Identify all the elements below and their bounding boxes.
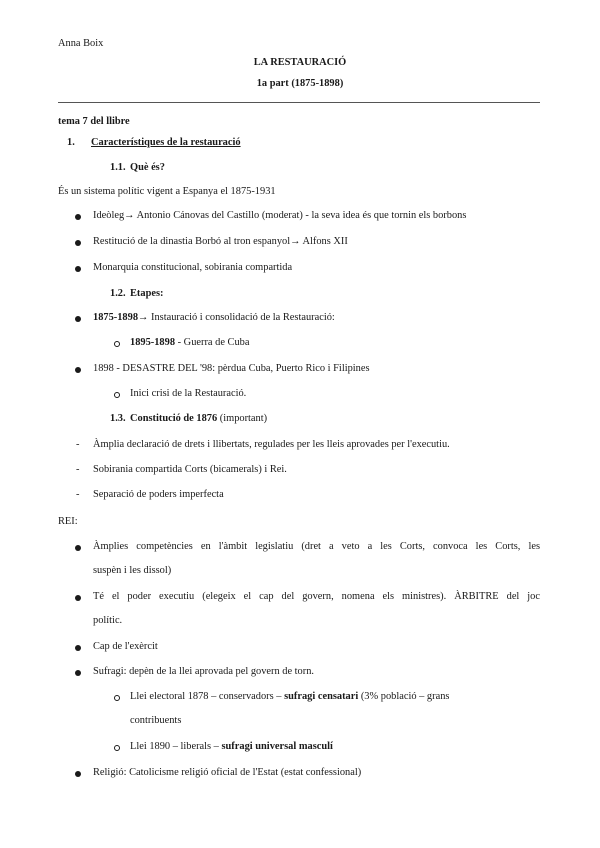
list-item: Té el poder executiu (elegeix el cap del govern, nomena els ministres). ÀRBITRE del joc [93, 591, 540, 602]
list-item: Monarquia constitucional, sobirania compartida [93, 262, 293, 273]
constitution-note: (important) [217, 413, 268, 424]
stage-period: 1875-1898→ [93, 312, 149, 323]
law-1890-text: Llei 1890 – liberals – [130, 741, 222, 752]
document-title: LA RESTAURACIÓ [253, 57, 347, 68]
law-1878-detail: (3% població – grans [358, 691, 450, 702]
section-1-number: 1. [67, 137, 75, 148]
bullet-icon [75, 214, 81, 220]
intro-paragraph: És un sistema polític vigent a Espanya el 1875-1931 [58, 186, 276, 197]
topic-label: tema 7 del llibre [58, 116, 130, 127]
section-1-3-number: 1.3. [110, 413, 126, 424]
bullet-icon [75, 771, 81, 777]
circle-bullet-icon [114, 392, 120, 398]
law-1878-suffrage: sufragi censatari [284, 691, 359, 702]
constitution-title: Constitució de 1876 [130, 413, 218, 424]
list-item-continuation: suspèn i les dissol) [93, 565, 172, 576]
bullet-icon [75, 595, 81, 601]
list-item: Sobirania compartida Corts (bicamerals) i Rei. [93, 464, 287, 475]
sub-list-item-continuation: contribuents [130, 715, 182, 726]
bullet-icon [75, 670, 81, 676]
section-1-1-title: Què és? [130, 162, 165, 173]
document-subtitle: 1a part (1875-1898) [256, 78, 344, 89]
bullet-icon [75, 545, 81, 551]
section-1-2-number: 1.2. [110, 288, 126, 299]
list-item: Cap de l'exèrcit [93, 641, 158, 652]
section-1-3-title [130, 413, 267, 424]
circle-bullet-icon [114, 341, 120, 347]
law-1890-suffrage: sufragi universal masculí [221, 741, 333, 752]
bullet-icon [75, 645, 81, 651]
circle-bullet-icon [114, 695, 120, 701]
list-item: Àmplia declaració de drets i llibertats, regulades per les lleis aprovades per l'executiu. [93, 439, 450, 450]
list-item: Ideòleg→ Antonio Cánovas del Castillo (moderat) - la seva idea és que tornin els borbons [93, 210, 467, 221]
list-item [93, 312, 335, 323]
section-1-2-title: Etapes: [130, 288, 164, 299]
section-1-1-number: 1.1. [110, 162, 126, 173]
list-item: 1898 - DESASTRE DEL '98: pèrdua Cuba, Puerto Rico i Filipines [93, 363, 370, 374]
list-item: Separació de poders imperfecta [93, 489, 224, 500]
substage-period: 1895-1898 [130, 337, 176, 348]
list-item: Restitució de la dinastia Borbó al tron espanyol→ Alfons XII [93, 236, 348, 247]
dash-marker: - [76, 464, 80, 475]
sub-list-item [130, 741, 333, 752]
sub-list-item [130, 337, 249, 348]
list-item: Sufragi: depèn de la llei aprovada pel govern de torn. [93, 666, 315, 677]
bullet-icon [75, 266, 81, 272]
dash-marker: - [76, 439, 80, 450]
header-divider [58, 102, 540, 103]
law-1878-text: Llei electoral 1878 – conservadors – [130, 691, 285, 702]
sub-list-item: Inici crisi de la Restauració. [130, 388, 247, 399]
substage-description: - Guerra de Cuba [175, 337, 250, 348]
dash-marker: - [76, 489, 80, 500]
bullet-icon [75, 316, 81, 322]
stage-description: Instauració i consolidació de la Restauració: [148, 312, 335, 323]
list-item: Àmplies competències en l'àmbit legislatiu (dret a veto a les Corts, convoca les Corts, les [93, 541, 540, 552]
author-name: Anna Boix [58, 38, 104, 49]
circle-bullet-icon [114, 745, 120, 751]
bullet-icon [75, 240, 81, 246]
section-1-title: Característiques de la restauració [91, 137, 241, 148]
list-item-continuation: polític. [93, 615, 123, 626]
list-item: Religió: Catolicisme religió oficial de l'Estat (estat confessional) [93, 767, 362, 778]
rei-label: REI: [58, 516, 78, 527]
bullet-icon [75, 367, 81, 373]
sub-list-item [130, 691, 449, 702]
